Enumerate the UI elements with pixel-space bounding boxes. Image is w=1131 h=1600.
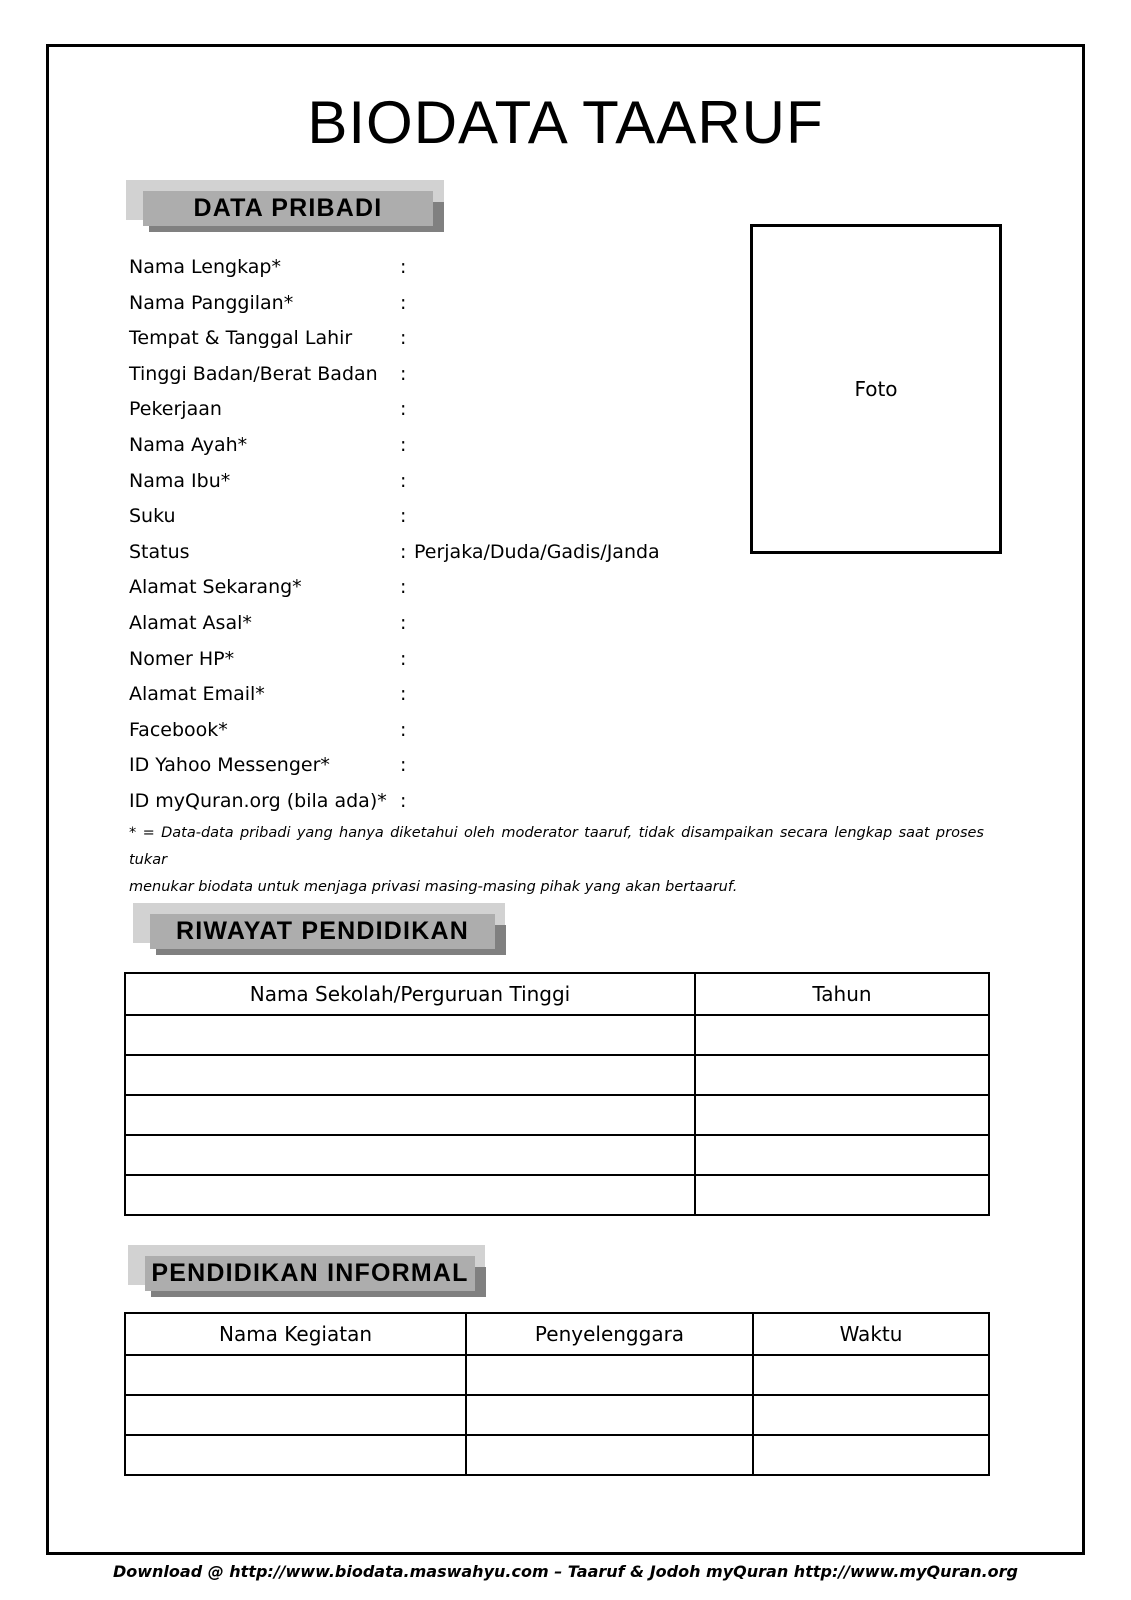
field-colon-separator: : — [400, 611, 407, 634]
table-cell[interactable] — [125, 1435, 466, 1475]
section-header-label: DATA PRIBADI — [193, 194, 383, 222]
table-cell[interactable] — [125, 1135, 695, 1175]
table-row — [125, 1435, 989, 1475]
field-colon-separator: : — [400, 362, 407, 385]
table-row — [125, 1175, 989, 1215]
field-colon-separator: : — [400, 505, 407, 528]
section-header-pendidikan-informal — [128, 1245, 485, 1297]
table-cell[interactable] — [125, 1055, 695, 1095]
field-colon-separator: : — [400, 291, 407, 314]
table-row — [125, 1355, 989, 1395]
column-header: Nama Kegiatan — [125, 1313, 466, 1355]
column-header: Penyelenggara — [466, 1313, 753, 1355]
table-cell[interactable] — [695, 1055, 989, 1095]
personal-field-row — [129, 677, 729, 713]
field-colon-separator: : — [400, 576, 407, 599]
field-colon-separator: : — [400, 789, 407, 812]
field-colon-separator: : — [400, 469, 407, 492]
field-colon-separator: : — [400, 398, 407, 421]
table-cell[interactable] — [695, 1015, 989, 1055]
column-header: Waktu — [753, 1313, 989, 1355]
table-cell[interactable] — [125, 1355, 466, 1395]
field-colon-separator: : — [400, 433, 407, 456]
table-body — [125, 1015, 989, 1215]
personal-field-row — [129, 535, 729, 571]
personal-field-label: Nama Panggilan* — [129, 291, 294, 314]
personal-field-row — [129, 499, 729, 535]
personal-field-label: Alamat Email* — [129, 683, 265, 706]
personal-field-row — [129, 392, 729, 428]
table-cell[interactable] — [753, 1395, 989, 1435]
field-colon-separator: : — [400, 327, 407, 350]
section-header-riwayat-pendidikan — [133, 903, 505, 955]
column-header: Nama Sekolah/Perguruan Tinggi — [125, 973, 695, 1015]
table-row — [125, 1095, 989, 1135]
photo-placeholder-box[interactable] — [750, 224, 1002, 554]
personal-field-row — [129, 642, 729, 678]
personal-field-label: ID myQuran.org (bila ada)* — [129, 789, 387, 812]
table-cell[interactable] — [125, 1095, 695, 1135]
personal-field-row — [129, 748, 729, 784]
personal-field-row — [129, 570, 729, 606]
personal-data-field-list — [129, 250, 729, 820]
field-colon-separator: : — [400, 718, 407, 741]
table-cell[interactable] — [695, 1135, 989, 1175]
personal-field-row — [129, 784, 729, 820]
personal-field-row — [129, 321, 729, 357]
section-header-label: RIWAYAT PENDIDIKAN — [176, 917, 469, 945]
personal-field-row — [129, 286, 729, 322]
table-cell[interactable] — [753, 1355, 989, 1395]
table-row — [125, 1015, 989, 1055]
table-cell[interactable] — [466, 1395, 753, 1435]
informal-education-table — [124, 1312, 990, 1476]
privacy-footnote — [129, 820, 984, 901]
page-footer: Download @ http://www.biodata.maswahyu.com – Taaruf & Jodoh myQuran http://www.myQuran.org — [112, 1562, 1019, 1581]
table-cell[interactable] — [466, 1435, 753, 1475]
personal-field-row — [129, 428, 729, 464]
personal-field-row — [129, 713, 729, 749]
personal-field-row — [129, 606, 729, 642]
table-cell[interactable] — [125, 1015, 695, 1055]
personal-field-label: Tempat & Tanggal Lahir — [129, 327, 353, 350]
page-title: BIODATA TAARUF — [307, 89, 824, 156]
table-row — [125, 1395, 989, 1435]
column-header: Tahun — [695, 973, 989, 1015]
table-cell[interactable] — [125, 1175, 695, 1215]
personal-field-label: Alamat Asal* — [129, 611, 252, 634]
table-row — [125, 1135, 989, 1175]
photo-placeholder-label: Foto — [854, 377, 898, 401]
personal-field-label: ID Yahoo Messenger* — [129, 754, 330, 777]
personal-field-row — [129, 464, 729, 500]
section-header-data-pribadi — [126, 180, 444, 232]
table-header — [125, 1313, 989, 1355]
table-cell[interactable] — [695, 1095, 989, 1135]
personal-field-label: Pekerjaan — [129, 398, 222, 421]
table-cell[interactable] — [753, 1435, 989, 1475]
table-cell[interactable] — [466, 1355, 753, 1395]
personal-field-label: Nama Ayah* — [129, 433, 248, 456]
table-cell[interactable] — [125, 1395, 466, 1435]
footnote-line-2: menukar biodata untuk menjaga privasi masing-masing pihak yang akan bertaaruf. — [129, 879, 738, 895]
table-header — [125, 973, 989, 1015]
formal-education-table — [124, 972, 990, 1216]
personal-field-label: Nama Ibu* — [129, 469, 231, 492]
personal-field-label: Suku — [129, 505, 176, 528]
section-header-label: PENDIDIKAN INFORMAL — [151, 1259, 469, 1287]
table-body — [125, 1355, 989, 1475]
personal-field-label: Status — [129, 540, 190, 563]
personal-field-row — [129, 250, 729, 286]
personal-field-value[interactable]: Perjaka/Duda/Gadis/Janda — [414, 540, 660, 563]
personal-field-label: Nomer HP* — [129, 647, 235, 670]
personal-field-row — [129, 357, 729, 393]
table-row — [125, 1055, 989, 1095]
field-colon-separator: : — [400, 647, 407, 670]
personal-field-label: Tinggi Badan/Berat Badan — [129, 362, 378, 385]
field-colon-separator: : — [400, 256, 407, 278]
field-colon-separator: : — [400, 683, 407, 706]
field-colon-separator: : — [400, 540, 407, 563]
personal-field-label: Nama Lengkap* — [129, 256, 281, 278]
table-header-row — [125, 973, 989, 1015]
footnote-line-1: * = Data-data pribadi yang hanya diketahui oleh moderator taaruf, tidak disampaikan secara lengkap saat proses tukar — [129, 825, 984, 868]
personal-field-label: Facebook* — [129, 718, 228, 741]
table-cell[interactable] — [695, 1175, 989, 1215]
field-colon-separator: : — [400, 754, 407, 777]
personal-field-label: Alamat Sekarang* — [129, 576, 302, 599]
table-header-row — [125, 1313, 989, 1355]
